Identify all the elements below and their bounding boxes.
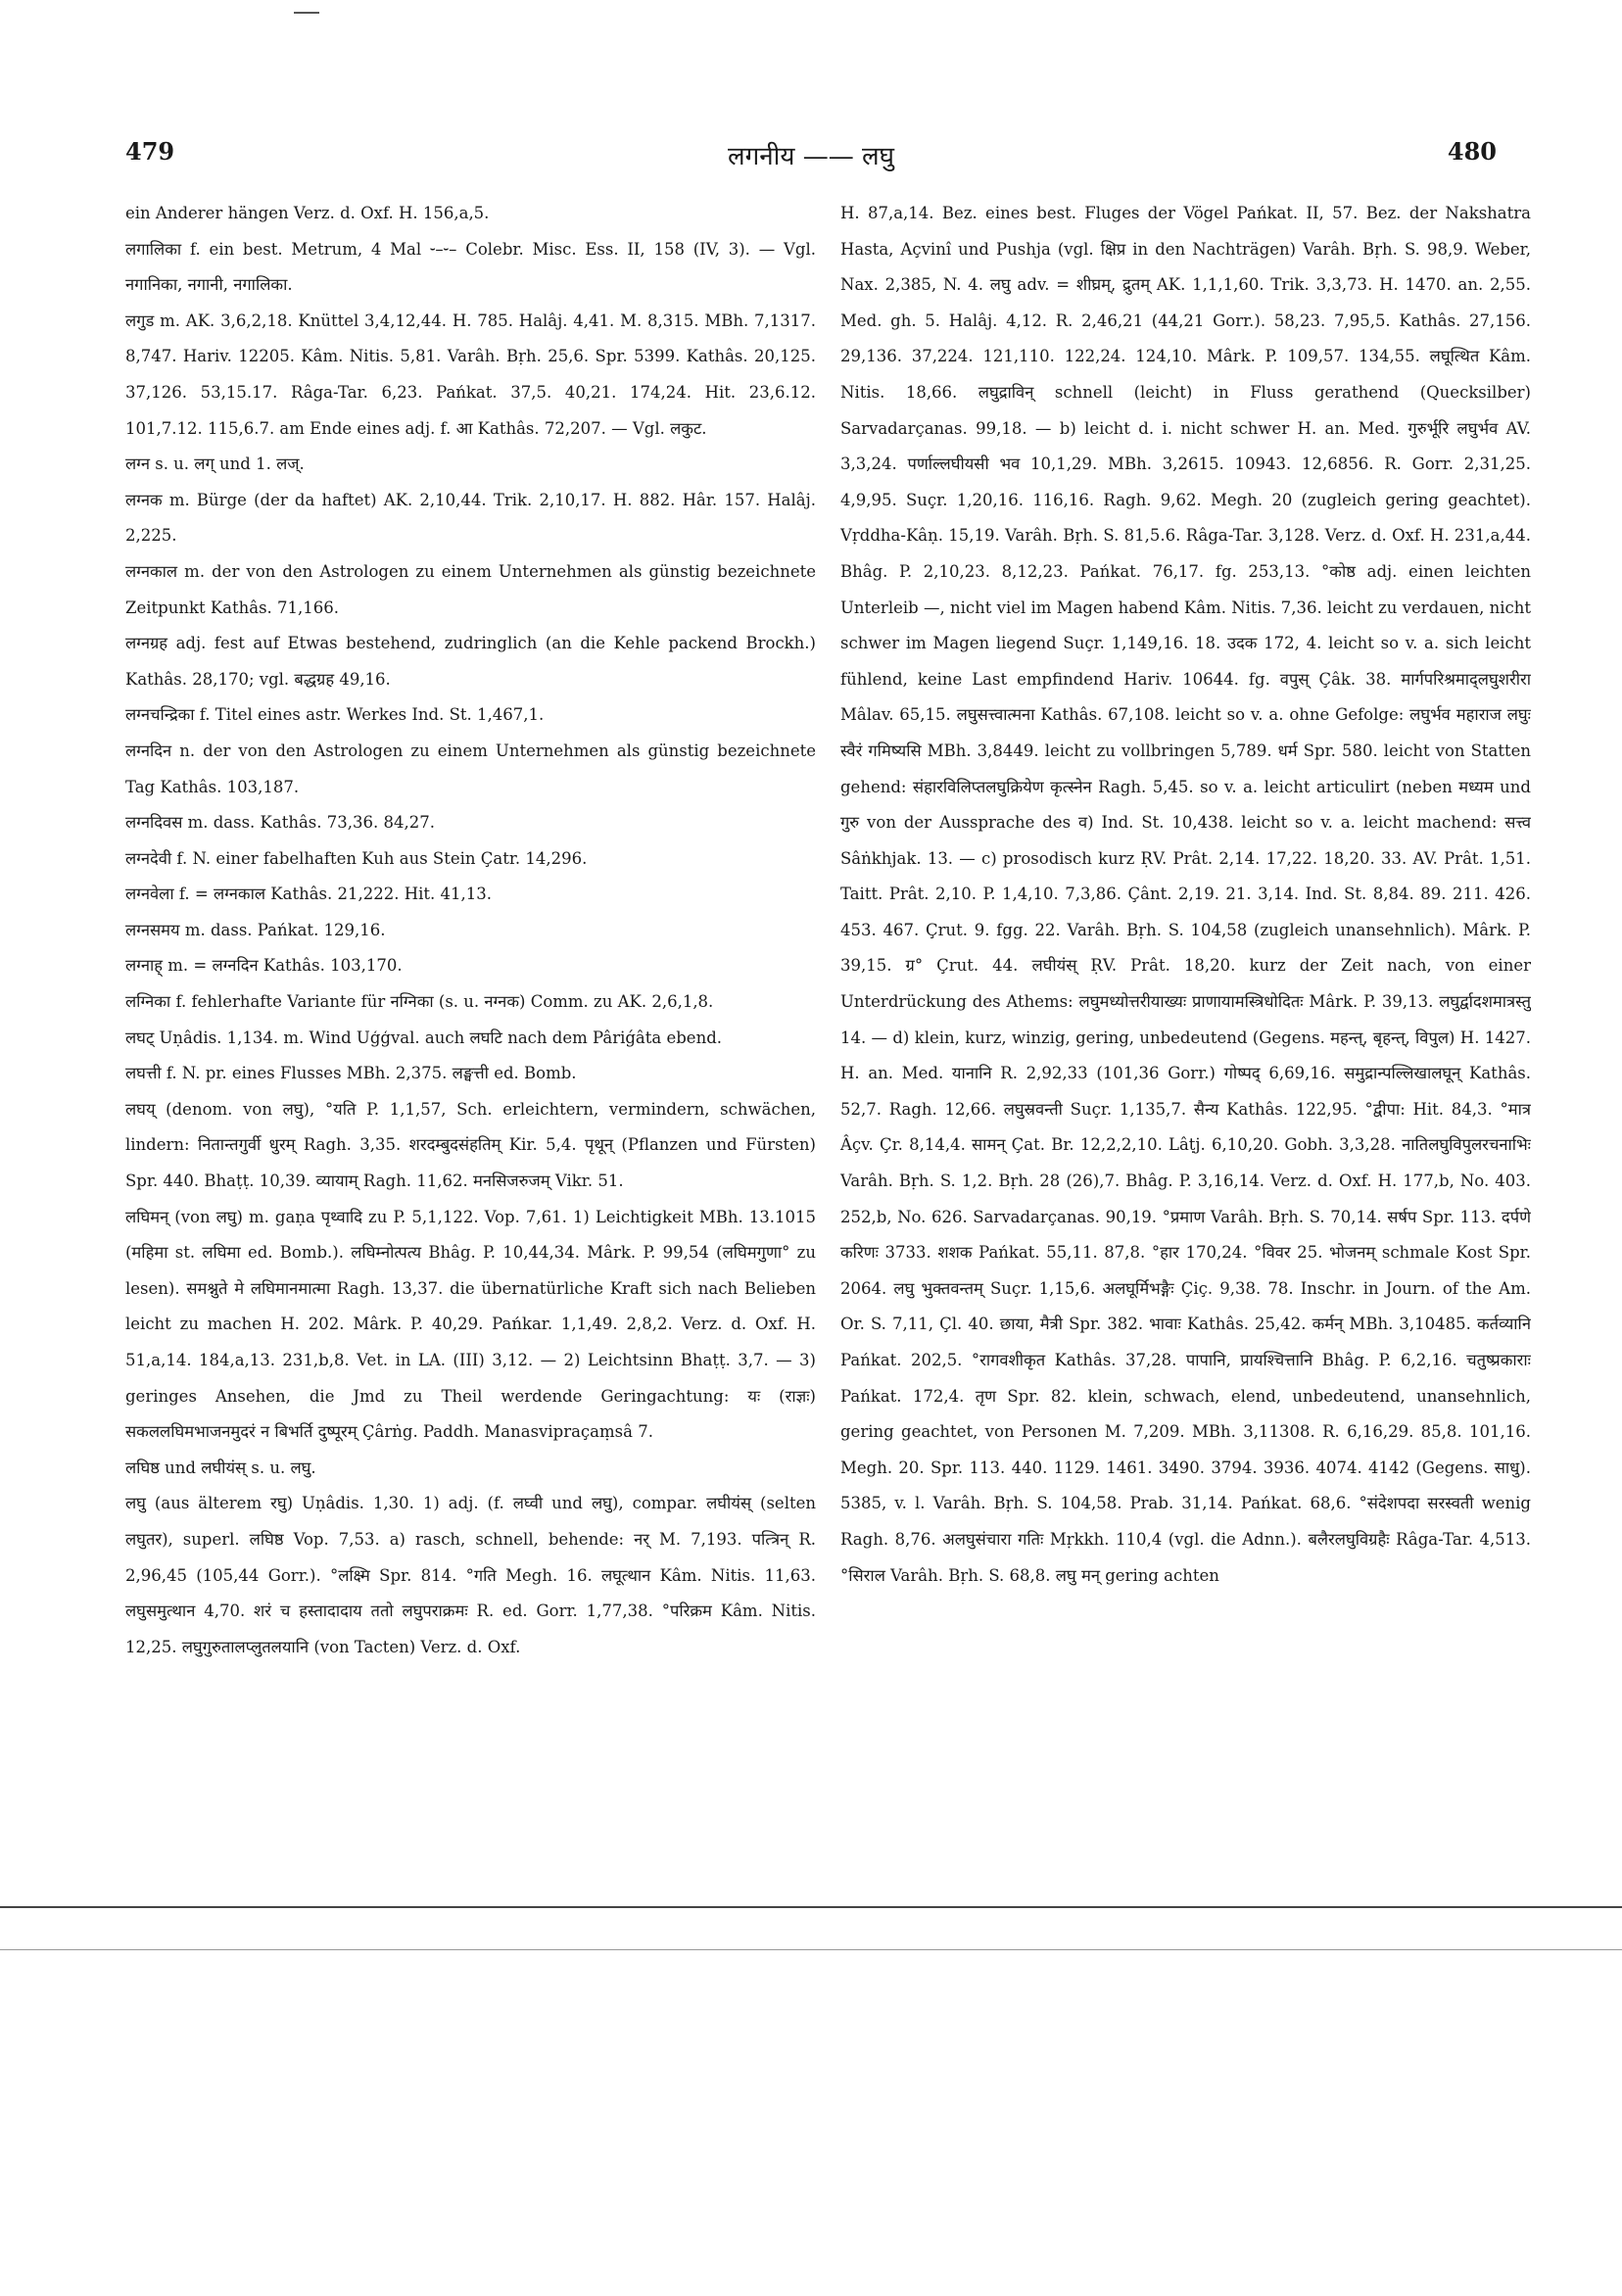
entry-paragraph: लघिष्ठ und लघीयंस् s. u. लघु. (125, 1458, 316, 1477)
entry-paragraph: लग्नवेला f. = लग्नकाल Kathâs. 21,222. Hit. 41,13. (125, 885, 493, 904)
entry-paragraph: लग्नग्रह adj. fest auf Etwas bestehend, zudringlich (an die Kehle packend Brockh.) Kathâs. 28,170; vgl. बद्धग्रह 49,16. (125, 634, 816, 689)
running-headword: लगनीय —— लघु (727, 142, 895, 171)
page-number-left: 479 (125, 137, 175, 166)
entry-paragraph: लग्नदिन n. der von den Astrologen zu einem Unternehmen als günstig bezeichnete Tag Kathâs. 103,187. (125, 741, 816, 796)
top-mark (294, 12, 319, 14)
entry-paragraph: H. 87,a,14. Bez. eines best. Fluges der Vögel Pańkat. II, 57. Bez. der Nakshatra Hasta, Açvinî und Pushja (vgl. क्षिप्र in den Nachträgen) Varâh. Bṛh. S. 98,9. Weber, Nax. 2,385, N. 4. लघु adv. = शीघ्रम्, द्रुतम् AK. 1,1,1,60. Trik. 3,3,73. H. 1470. an. 2,55. Med. gh. 5. Halâj. 4,12. R. 2,46,21 (44,21 Gorr.). 58,23. 7,95,5. Kathâs. 27,156. 29,136. 37,224. 121,110. 122,24. 124,10. Mârk. P. 109,57. 134,55. लघूत्थित Kâm. Nitis. 18,66. लघुद्राविन् schnell (leicht) in Fluss gerathend (Quecksilber) Sarvadarçanas. 99,18. — b) leicht d. i. nicht schwer H. an. Med. गुरुर्भूरि लघुर्भव AV. 3,3,24. पर्णाल्लघीयसी भव 10,1,29. MBh. 3,2615. 10943. 12,6856. R. Gorr. 2,31,25. 4,9,95. Suçr. 1,20,16. 116,16. Ragh. 9,62. Megh. 20 (zugleich gering geachtet). Vṛddha-Kâṇ. 15,19. Varâh. Bṛh. S. 81,5.6. Râga-Tar. 3,128. Verz. d. Oxf. H. 231,a,44. Bhâg. P. 2,10,23. 8,12,23. Pańkat. 76,17. fg. 253,13. °कोष्ठ adj. einen leichten Unterleib —, nicht viel im Magen habend Kâm. Nitis. 7,36. leicht zu verdauen, nicht schwer im Magen liegend Suçr. 1,149,16. 18. उदक 172, 4. leicht so v. a. sich leicht fühlend, keine Last empfindend Hariv. 10644. fg. वपुस् Çâk. 38. मार्गपरिश्रमाद्लघुशरीरा Mâlav. 65,15. लघुसत्त्वात्मना Kathâs. 67,108. leicht so v. a. ohne Gefolge: लघुर्भव महाराज लघुः स्वैरं गमिष्यसि MBh. 3,8449. leicht zu vollbringen 5,789. धर्म Spr. 580. leicht von Statten gehend: संहारविलिप्तलघुक्रियेण कृत्स्नेन Ragh. 5,45. so v. a. leicht articulirt (neben मध्यम und गुरु von der Aussprache des व) Ind. St. 10,438. leicht so v. a. leicht machend: सत्त्व Sâṅkhjak. 13. — c) prosodisch kurz ṚV. Prât. 2,14. 17,22. 18,20. 33. AV. Prât. 1,51. Taitt. Prât. 2,10. P. 1,4,10. 7,3,86. Çânt. 2,19. 21. 3,14. Ind. St. 8,84. 89. 211. 426. 453. 467. Çrut. 9. fgg. 22. Varâh. Bṛh. S. 104,58 (zugleich unansehnlich). Mârk. P. 39,15. ग्र° Çrut. 44. लघीयंस् ṚV. Prât. 18,20. kurz der Zeit nach, von einer Unterdrückung des Athems: लघुमध्योत्तरीयाख्यः प्राणायामस्त्रिधोदितः Mârk. P. 39,13. लघुर्द्वादशमात्रस्तु 14. — d) klein, kurz, winzig, gering, unbedeutend (Gegens. महन्त्, बृहन्त्, विपुल) H. 1427. H. an. Med. यानानि R. 2,92,33 (101,36 Gorr.) गोष्पद् 6,69,16. समुद्रान्पल्लिखालघून् Kathâs. 52,7. Ragh. 12,66. लघुस्रवन्ती Suçr. 1,135,7. सैन्य Kathâs. 122,95. °द्वीपा: Hit. 84,3. °मात्र Âçv. Çr. 8,14,4. सामन् Çat. Br. 12,2,2,10. Lâṭj. 6,10,20. Gobh. 3,3,28. नातिलघुविपुलरचनाभिः Varâh. Bṛh. S. 1,2. Bṛh. 28 (26),7. Bhâg. P. 3,16,14. Verz. d. Oxf. H. 177,b, No. 403. 252,b, No. 626. Sarvadarçanas. 90,19. °प्रमाण Varâh. Bṛh. S. 70,14. सर्षप Spr. 113. दर्पणे करिणः 3733. शशक Pańkat. 55,11. 87,8. °हार 170,24. °विवर 25. भोजनम् schmale Kost Spr. 2064. लघु भुक्तवन्तम् Suçr. 1,15,6. अलघूर्मिभङ्गैः Çiç. 9,38. 78. Inschr. in Journ. of the Am. Or. S. 7,11, Çl. 40. छाया, मैत्री Spr. 382. भावाः Kathâs. 25,42. कर्मन् MBh. 3,10485. कर्तव्यानि Pańkat. 202,5. °रागवशीकृत Kathâs. 37,28. पापानि, प्रायश्चित्तानि Bhâg. P. 6,2,16. चतुष्प्रकाराः Pańkat. 172,4. तृण Spr. 82. klein, schwach, elend, unbedeutend, unansehnlich, gering geachtet, von Personen M. 7,209. MBh. 3,11308. R. 6,16,29. 85,8. 101,16. Megh. 20. Spr. 113. 440. 1129. 1461. 3490. 3794. 3936. 4074. 4142 (Gegens. साधु). 5385, v. l. Varâh. Bṛh. S. 104,58. Prab. 31,14. Pańkat. 68,6. °संदेशपदा सरस्वती wenig Ragh. 8,76. अलघुसंचारा गतिः Mṛkkh. 110,4 (vgl. die Adnn.). बलैरलघुविग्रहैः Râga-Tar. 4,513. °सिराल Varâh. Bṛh. S. 68,8. लघु मन् gering achten (840, 204, 1531, 1585)
entry-paragraph: लग्नकाल m. der von den Astrologen zu einem Unternehmen als günstig bezeichnete Zeitpunkt Kathâs. 71,166. (125, 561, 816, 617)
entry-paragraph: लग्नदेवी f. N. einer fabelhaften Kuh aus Stein Çatr. 14,296. (125, 848, 588, 868)
left-column (125, 196, 816, 1724)
entry-paragraph: लगालिका f. ein best. Metrum, 4 Mal ⏑–⏑– Colebr. Misc. Ess. II, 158 (IV, 3). — Vgl. नगानिका, नगानी, नगालिका. (125, 239, 816, 295)
entry-paragraph: ein Anderer hängen Verz. d. Oxf. H. 156,a,5. (125, 204, 490, 222)
page-header (125, 137, 1497, 176)
entry-paragraph: लगुड m. AK. 3,6,2,18. Knüttel 3,4,12,44. H. 785. Halâj. 4,41. M. 8,315. MBh. 7,1317. 8,747. Hariv. 12205. Kâm. Nitis. 5,81. Varâh. Bṛh. 25,6. Spr. 5399. Kathâs. 20,125. 37,126. 53,15.17. Râga-Tar. 6,23. Pańkat. 37,5. 40,21. 174,24. Hit. 23,6.12. 101,7.12. 115,6.7. am Ende eines adj. f. आ Kathâs. 72,207. — Vgl. लकुट. (125, 311, 816, 438)
entry-paragraph: लघिमन् (von लघु) m. gaṇa पृथ्वादि zu P. 5,1,122. Vop. 7,61. 1) Leichtigkeit MBh. 13.1015 (महिमा st. लघिमा ed. Bomb.). लघिम्नोत्पत्य Bhâg. P. 10,44,34. Mârk. P. 99,54 (लघिमगुणा° zu lesen). समश्नुते मे लघिमानमात्मा Ragh. 13,37. die übernatürliche Kraft sich nach Belieben leicht zu machen H. 202. Mârk. P. 40,29. Pańkar. 1,1,49. 2,8,2. Verz. d. Oxf. H. 51,a,14. 184,a,13. 231,b,8. Vet. in LA. (III) 3,12. — 2) Leichtsinn Bhaṭṭ. 3,7. — 3) geringes Ansehen, die Jmd zu Theil werdende Geringachtung: यः (राज्ञः) सकललघिमभाजनमुदरं न बिभर्ति दुष्पूरम् Çârṅg. Paddh. Manasvipraçaṃsâ 7. (125, 1207, 816, 1442)
entry-paragraph: लघट् Uṇâdis. 1,134. m. Wind Uģģval. auch लघटि nach dem Pâriǵâta ebend. (125, 1028, 723, 1047)
entry-paragraph: लघु (aus älterem रघु) Uṇâdis. 1,30. 1) adj. (f. लघ्वी und लघु), compar. लघीयंस् (selten लघुतर), superl. लघिष्ठ Vop. 7,53. a) rasch, schnell, behende: नर् M. 7,193. पत्त्रिन् R. 2,96,45 (105,44 Gorr.). °लक्ष्मि Spr. 814. °गति Megh. 16. लघूत्थान Kâm. Nitis. 11,63. लघुसमुत्थान 4,70. शरं च हस्तादादाय ततो लघुपराक्रमः R. ed. Gorr. 1,77,38. °परिक्रम Kâm. Nitis. 12,25. लघुगुरुतालप्लुतलयानि (von Tacten) Verz. d. Oxf. (125, 1494, 816, 1656)
entry-paragraph: लग्नाह् m. = लग्नदिन Kathâs. 103,170. (125, 956, 403, 976)
bottom-rule (0, 1906, 1622, 1908)
entry-paragraph: लघय् (denom. von लघु), °यति P. 1,1,57, Sch. erleichtern, vermindern, schwächen, lindern: नितान्तगुर्वी धुरम् Ragh. 3,35. शरदम्बुदसंहतिम् Kir. 5,4. पृथून् (Pflanzen und Fürsten) Spr. 440. Bhaṭṭ. 10,39. व्यायाम् Ragh. 11,62. मनसिजरुजम् Vikr. 51. (125, 1099, 816, 1191)
entry-paragraph: लग्निका f. fehlerhafte Variante für नग्निका (s. u. नग्नक) Comm. zu AK. 2,6,1,8. (125, 992, 714, 1012)
entry-paragraph: लग्नसमय m. dass. Pańkat. 129,16. (125, 920, 386, 939)
entry-paragraph: लग्नचन्द्रिका f. Titel eines astr. Werkes Ind. St. 1,467,1. (125, 705, 545, 725)
page-number-right: 480 (1447, 137, 1497, 166)
bottom-rule-secondary (0, 1949, 1622, 1950)
entry-paragraph: लग्नक m. Bürge (der da haftet) AK. 2,10,44. Trik. 2,10,17. H. 882. Hâr. 157. Halâj. 2,225. (125, 490, 816, 546)
entry-paragraph: लग्न s. u. लग् und 1. लज्. (125, 454, 305, 474)
entry-paragraph: लघत्ती f. N. pr. eines Flusses MBh. 2,375. लङ्घत्ती ed. Bomb. (125, 1064, 577, 1083)
right-column (840, 196, 1531, 1724)
entry-paragraph: लग्नदिवस m. dass. Kathâs. 73,36. 84,27. (125, 813, 435, 833)
